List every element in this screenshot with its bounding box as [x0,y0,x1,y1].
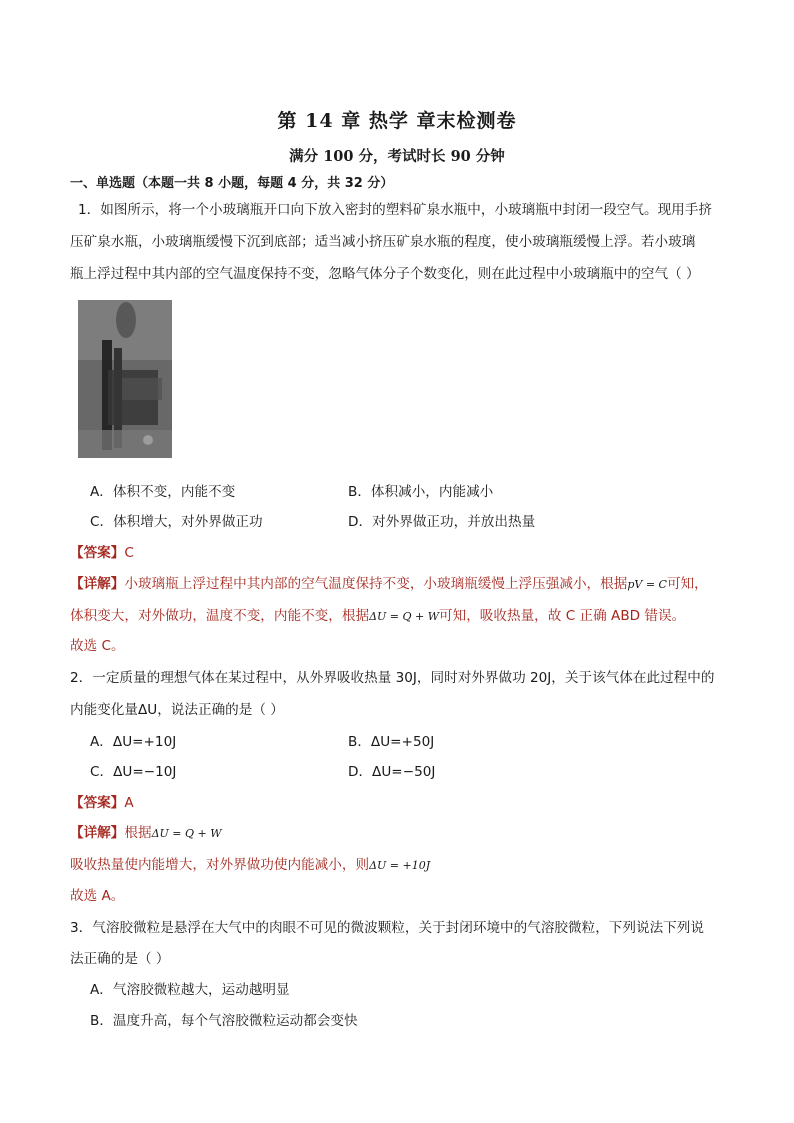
q1-line-2: 压矿泉水瓶，小玻璃瓶缓慢下沉到底部；适当减小挤压矿泉水瓶的程度，使小玻璃瓶缓慢上浮。若小玻璃 [70,234,696,250]
q1-line-3: 瓶上浮过程中其内部的空气温度保持不变，忽略气体分子个数变化，则在此过程中小玻璃瓶中的空气（ ） [70,266,700,282]
q3-option-a: A．气溶胶微粒越大，运动越明显 [90,982,290,998]
q2-formula-result: ΔU = +10J [369,859,431,872]
q1-detail-text-2a: 体积变大，对外做功，温度不变，内能不变，根据 [70,608,370,624]
q2-answer-value: A [124,795,134,811]
q2-line-2: 内能变化量ΔU，说法正确的是（ ） [70,702,284,718]
q1-line-1: 1．如图所示，将一个小玻璃瓶开口向下放入密封的塑料矿泉水瓶中，小玻璃瓶中封闭一段空气。现用手挤 [78,202,712,218]
q1-option-a: A．体积不变，内能不变 [90,484,236,500]
q3-line-2: 法正确的是（ ） [70,951,170,967]
q1-detail-tag: 【详解】 [70,576,125,592]
q1-detail-text-1b: 可知， [666,576,708,592]
q1-detail-line-1 [70,572,708,592]
q2-detail-tag: 【详解】 [70,825,125,841]
q2-detail-line-2 [70,853,430,873]
q2-answer [70,791,134,811]
q1-formula-du: ΔU = Q + W [369,610,440,623]
q1-answer [70,541,134,561]
q2-detail-text-2: 吸收热量使内能增大，对外界做功使内能减小，则 [70,857,370,873]
q2-option-a: A．ΔU=+10J [90,734,177,750]
q1-answer-value: C [124,545,134,561]
section-heading: 一、单选题（本题一共 8 小题，每题 4 分，共 32 分） [70,176,394,191]
q1-formula-pvc: pV = C [627,578,667,591]
bottle-photo [78,300,172,458]
q1-option-b: B．体积减小，内能减小 [348,484,494,500]
q1-option-d: D．对外界做正功，并放出热量 [348,514,536,530]
q1-conclusion: 故选 C。 [70,638,125,654]
q1-answer-tag: 【答案】 [70,545,125,561]
q1-detail-text-1a: 小玻璃瓶上浮过程中其内部的空气温度保持不变，小玻璃瓶缓慢上浮压强减小，根据 [124,576,628,592]
q3-line-1: 3．气溶胶微粒是悬浮在大气中的肉眼不可见的微波颗粒，关于封闭环境中的气溶胶微粒，下列说法下列说 [70,920,704,936]
q2-line-1: 2．一定质量的理想气体在某过程中，从外界吸收热量 30J，同时对外界做功 20J，关于该气体在此过程中的 [70,670,715,686]
q2-option-d: D．ΔU=−50J [348,764,436,780]
page-subtitle: 满分 100 分，考试时长 90 分钟 [289,148,505,165]
q3-option-b: B．温度升高，每个气溶胶微粒运动都会变快 [90,1013,358,1029]
q1-detail-line-2 [70,604,685,624]
page-title: 第 14 章 热学 章末检测卷 [277,110,517,132]
q1-option-c: C．体积增大，对外界做正功 [90,514,263,530]
q2-conclusion: 故选 A。 [70,888,125,904]
q2-detail-text-1a: 根据 [124,825,152,841]
q2-option-c: C．ΔU=−10J [90,764,177,780]
q2-detail-line-1 [70,821,222,841]
q2-formula-du: ΔU = Q + W [151,827,222,840]
q1-detail-text-2b: 可知，吸收热量，故 C 正确 ABD 错误。 [439,608,686,624]
q2-answer-tag: 【答案】 [70,795,125,811]
q2-option-b: B．ΔU=+50J [348,734,435,750]
